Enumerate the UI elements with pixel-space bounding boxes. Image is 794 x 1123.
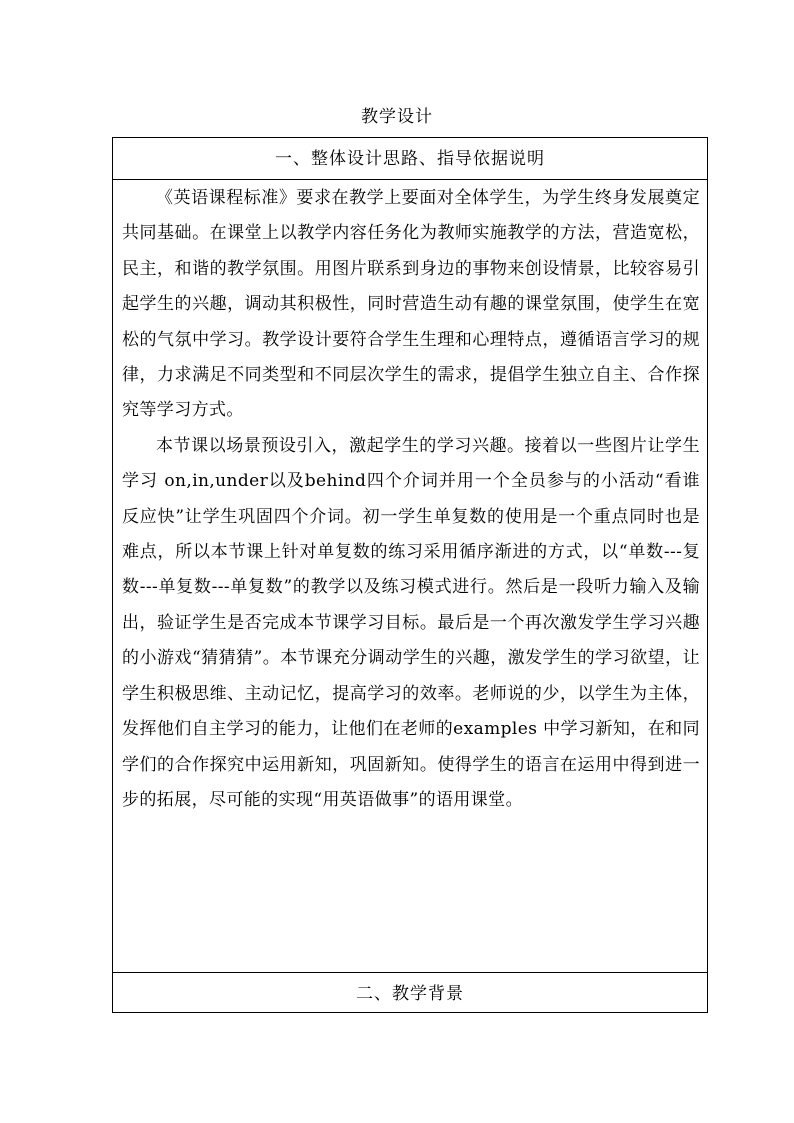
section-body-overall-design [122, 181, 700, 971]
section-heading-overall-design: 一、整体设计思路、指导依据说明 [113, 138, 707, 180]
paragraph-lesson-plan: 本节课以场景预设引入，激起学生的学习兴趣。接着以一些图片让学生学习 on,in,under以及behind四个介词并用一个全员参与的小活动“看谁反应快”让学生巩固四个介词。初一学生单复数的使用是一个重点同时也是难点，所以本节课上针对单复数的练习采用循序渐进的方式，以“单数---复数---单复数---单复数”的教学以及练习模式进行。然后是一段听力输入及输出，验证学生是否完成本节课学习目标。最后是一个再次激发学生学习兴趣的小游戏“猜猜猜”。本节课充分调动学生的兴趣，激发学生的学习欲望，让学生积极思维、主动记忆，提高学习的效率。老师说的少，以学生为主体，发挥他们自主学习的能力，让他们在老师的examples 中学习新知，在和同学们的合作探究中运用新知，巩固新知。使得学生的语言在运用中得到进一步的拓展，尽可能的实现“用英语做事”的语用课堂。 [122, 435, 700, 810]
design-table [112, 137, 708, 1013]
section-heading-teaching-background: 二、教学背景 [113, 972, 707, 1014]
paragraph-curriculum-standard: 《英语课程标准》要求在教学上要面对全体学生，为学生终身发展奠定共同基础。在课堂上以教学内容任务化为教师实施教学的方法，营造宽松，民主，和谐的教学氛围。用图片联系到身边的事物来创设情景，比较容易引起学生的兴趣，调动其积极性，同时营造生动有趣的课堂氛围，使学生在宽松的气氛中学习。教学设计要符合学生生理和心理特点，遵循语言学习的规律，力求满足不同类型和不同层次学生的需求，提倡学生独立自主、合作探究等学习方式。 [122, 188, 700, 421]
document-title: 教学设计 [361, 107, 433, 127]
